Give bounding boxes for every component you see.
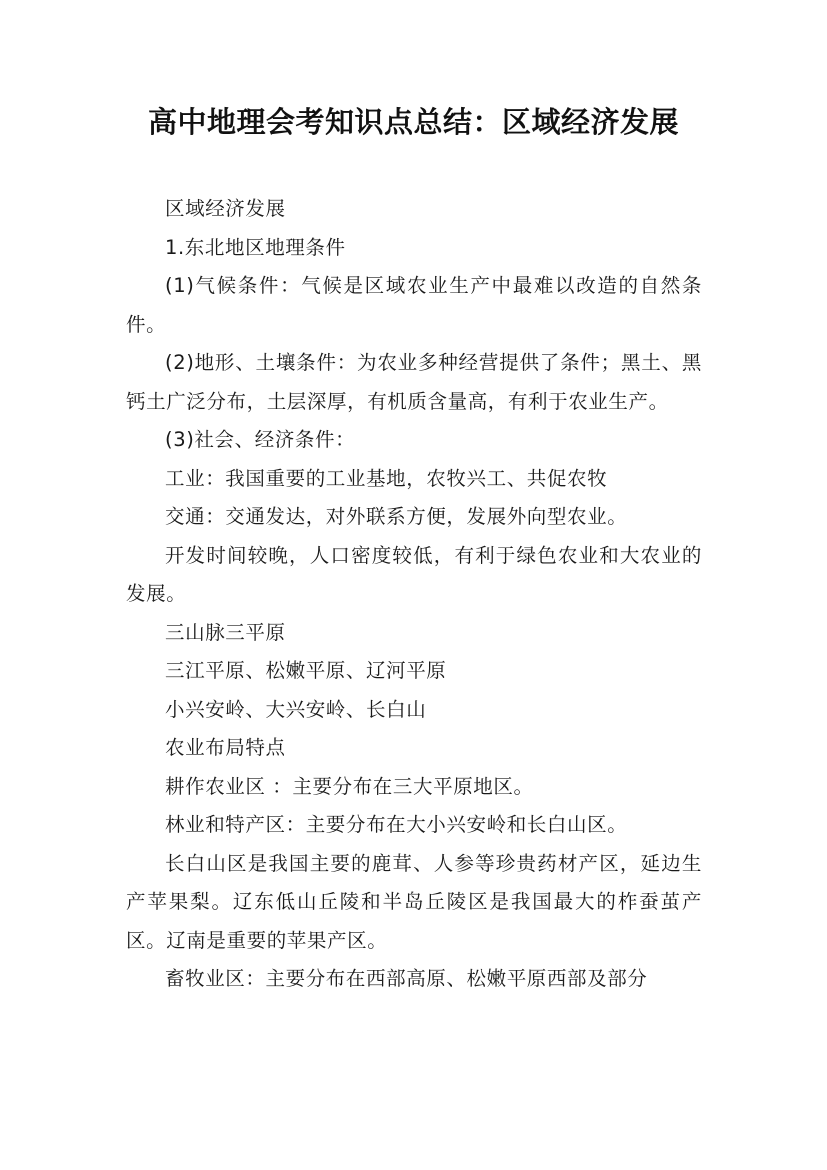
page-title: 高中地理会考知识点总结：区域经济发展 xyxy=(147,105,679,139)
paragraph: (1)气候条件：气候是区域农业生产中最难以改造的自然条件。 xyxy=(126,274,702,336)
subsection-heading: 1.东北地区地理条件 xyxy=(165,235,346,259)
section-heading: 区域经济发展 xyxy=(165,197,286,220)
paragraph: 交通：交通发达，对外联系方便，发展外向型农业。 xyxy=(165,505,628,528)
document-body xyxy=(126,190,702,999)
paragraph: (2)地形、土壤条件：为农业多种经营提供了条件；黑土、黑钙土广泛分布，土层深厚，有机质含量高，有利于农业生产。 xyxy=(126,351,702,413)
paragraph: 小兴安岭、大兴安岭、长白山 xyxy=(165,697,427,721)
paragraph: 三江平原、松嫩平原、辽河平原 xyxy=(165,659,447,682)
paragraph: 林业和特产区：主要分布在大小兴安岭和长白山区。 xyxy=(165,813,628,836)
paragraph: 长白山区是我国主要的鹿茸、人参等珍贵药材产区，延边生产苹果梨。辽东低山丘陵和半岛丘陵区是我国最大的柞蚕茧产区。辽南是重要的苹果产区。 xyxy=(126,851,702,952)
paragraph: 工业：我国重要的工业基地，农牧兴工、共促农牧 xyxy=(165,466,608,490)
paragraph: 畜牧业区：主要分布在西部高原、松嫩平原西部及部分 xyxy=(165,967,648,990)
paragraph: (3)社会、经济条件： xyxy=(165,428,356,451)
paragraph: 耕作农业区 ：主要分布在三大平原地区。 xyxy=(165,774,534,798)
paragraph: 三山脉三平原 xyxy=(165,620,286,644)
paragraph: 农业布局特点 xyxy=(165,736,286,759)
paragraph: 开发时间较晚，人口密度较低，有利于绿色农业和大农业的发展。 xyxy=(126,543,702,605)
